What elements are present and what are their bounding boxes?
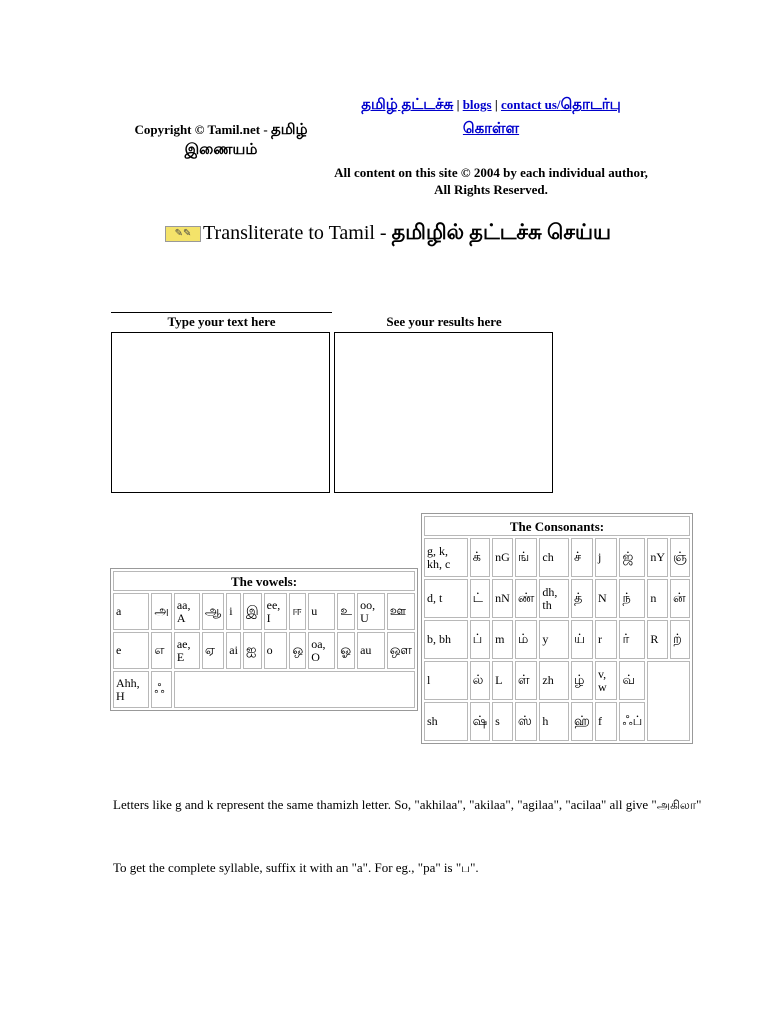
consonant-glyph: ட்: [470, 579, 491, 618]
consonant-key: r: [595, 620, 618, 659]
vowel-glyph: ஃ: [151, 671, 171, 708]
blogs-link[interactable]: blogs: [462, 97, 492, 112]
vowel-key: aa, A: [174, 593, 200, 630]
consonant-key: sh: [424, 702, 468, 741]
table-row: [424, 579, 690, 618]
vowel-key: o: [264, 632, 288, 669]
consonant-glyph: ண்: [515, 579, 538, 618]
vowel-glyph: உ: [337, 593, 355, 630]
consonant-glyph: ற்: [670, 620, 690, 659]
consonant-key: nY: [647, 538, 668, 577]
vowel-glyph: அ: [151, 593, 171, 630]
note-text: Letters like g and k represent the same thamizh letter. So, "akhilaa", "akilaa", "agilaa", "acilaa" all give ": [113, 797, 657, 812]
vowel-glyph: எ: [151, 632, 171, 669]
note-syllable: [113, 858, 713, 878]
consonant-glyph: ப்: [470, 620, 491, 659]
vowel-key: u: [308, 593, 335, 630]
top-nav: [332, 93, 650, 141]
note-text-end: ".: [470, 860, 479, 875]
vowel-glyph: இ: [243, 593, 262, 630]
vowel-key: ae, E: [174, 632, 200, 669]
contact-us-label: contact us/: [500, 97, 561, 112]
consonant-key: nG: [492, 538, 513, 577]
consonant-glyph: ங்: [515, 538, 538, 577]
consonant-key: h: [539, 702, 569, 741]
consonant-glyph: வ்: [619, 661, 645, 700]
vowel-key: oa, O: [308, 632, 335, 669]
consonant-key: b, bh: [424, 620, 468, 659]
page-title-english: Transliterate to Tamil -: [203, 222, 392, 244]
consonant-key: N: [595, 579, 618, 618]
consonant-glyph: ல்: [470, 661, 491, 700]
result-output[interactable]: [334, 332, 553, 493]
consonant-glyph: ர்: [619, 620, 645, 659]
consonant-key: l: [424, 661, 468, 700]
rights-notice: All content on this site © 2004 by each individual author, All Rights Reserved.: [334, 165, 648, 197]
consonant-glyph: த்: [571, 579, 593, 618]
consonants-table: [421, 513, 693, 744]
consonant-key: y: [539, 620, 569, 659]
consonant-key: R: [647, 620, 668, 659]
consonant-key: dh, th: [539, 579, 569, 618]
input-label: Type your text here: [167, 314, 276, 329]
vowel-glyph: ஐ: [243, 632, 262, 669]
consonant-glyph: ள்: [515, 661, 538, 700]
vowel-glyph: ஊ: [387, 593, 415, 630]
table-row: [113, 632, 415, 669]
consonant-key: m: [492, 620, 513, 659]
consonant-key: v, w: [595, 661, 618, 700]
divider: [111, 312, 332, 313]
consonants-caption: The Consonants:: [424, 516, 690, 536]
consonant-key: g, k, kh, c: [424, 538, 468, 577]
consonant-glyph: ஹ்: [571, 702, 593, 741]
consonant-glyph: ம்: [515, 620, 538, 659]
consonant-glyph: ஞ்: [670, 538, 690, 577]
note-text-end: ": [696, 797, 702, 812]
vowel-key: Ahh, H: [113, 671, 149, 708]
note-text: To get the complete syllable, suffix it with an "a". For eg., "pa" is ": [113, 860, 462, 875]
consonant-glyph: ஜ்: [619, 538, 645, 577]
vowel-key: au: [357, 632, 385, 669]
table-row: [113, 671, 415, 708]
consonant-glyph: ந்: [619, 579, 645, 618]
contact-us-tamil-label: தொடர்பு கொள்ள: [462, 97, 621, 137]
page-title: [110, 214, 666, 251]
consonant-key: s: [492, 702, 513, 741]
consonant-glyph: ஃப்: [619, 702, 645, 741]
page-title-tamil: தமிழில் தட்டச்சு செய்ய: [391, 220, 611, 244]
empty-cell: [174, 671, 415, 708]
keyboard-icon: ✎✎: [165, 226, 201, 242]
text-input[interactable]: [111, 332, 330, 493]
consonant-key: nN: [492, 579, 513, 618]
consonant-key: ch: [539, 538, 569, 577]
consonant-glyph: ய்: [571, 620, 593, 659]
consonant-key: L: [492, 661, 513, 700]
table-row: [113, 593, 415, 630]
note-tamil-example: ப: [461, 861, 471, 875]
vowel-key: e: [113, 632, 149, 669]
empty-cell: [647, 661, 690, 741]
consonant-glyph: ச்: [571, 538, 593, 577]
consonant-glyph: க்: [470, 538, 491, 577]
consonant-key: f: [595, 702, 618, 741]
vowel-glyph: ஈ: [289, 593, 306, 630]
consonant-glyph: ன்: [670, 579, 690, 618]
tamil-typing-link[interactable]: தமிழ் தட்டச்சு: [361, 97, 454, 113]
vowel-key: ai: [226, 632, 241, 669]
consonant-key: zh: [539, 661, 569, 700]
consonant-glyph: ழ்: [571, 661, 593, 700]
consonant-key: j: [595, 538, 618, 577]
copyright-notice: [110, 120, 332, 160]
vowel-key: a: [113, 593, 149, 630]
vowel-glyph: ஔ: [387, 632, 415, 669]
vowels-table: [110, 568, 418, 711]
note-tamil-example: அகிலா: [656, 798, 697, 812]
table-row: [424, 620, 690, 659]
table-row: [424, 538, 690, 577]
vowels-caption: The vowels:: [113, 571, 415, 591]
vowel-glyph: ஆ: [202, 593, 224, 630]
nav-separator: |: [453, 97, 463, 112]
consonant-key: n: [647, 579, 668, 618]
consonant-key: d, t: [424, 579, 468, 618]
note-letters: [113, 795, 713, 815]
output-label: See your results here: [386, 314, 502, 329]
consonant-glyph: ஸ்: [515, 702, 538, 741]
copyright-text: Copyright © Tamil.net -: [134, 122, 271, 137]
table-row: [424, 661, 690, 700]
vowel-glyph: ஏ: [202, 632, 224, 669]
consonant-glyph: ஷ்: [470, 702, 491, 741]
nav-separator: |: [491, 97, 501, 112]
vowel-key: ee, I: [264, 593, 288, 630]
vowel-key: oo, U: [357, 593, 385, 630]
vowel-key: i: [226, 593, 241, 630]
vowel-glyph: ஒ: [289, 632, 306, 669]
copyright-tamil-site-name: தமிழ் இணையம்: [184, 122, 308, 158]
vowel-glyph: ஓ: [337, 632, 355, 669]
